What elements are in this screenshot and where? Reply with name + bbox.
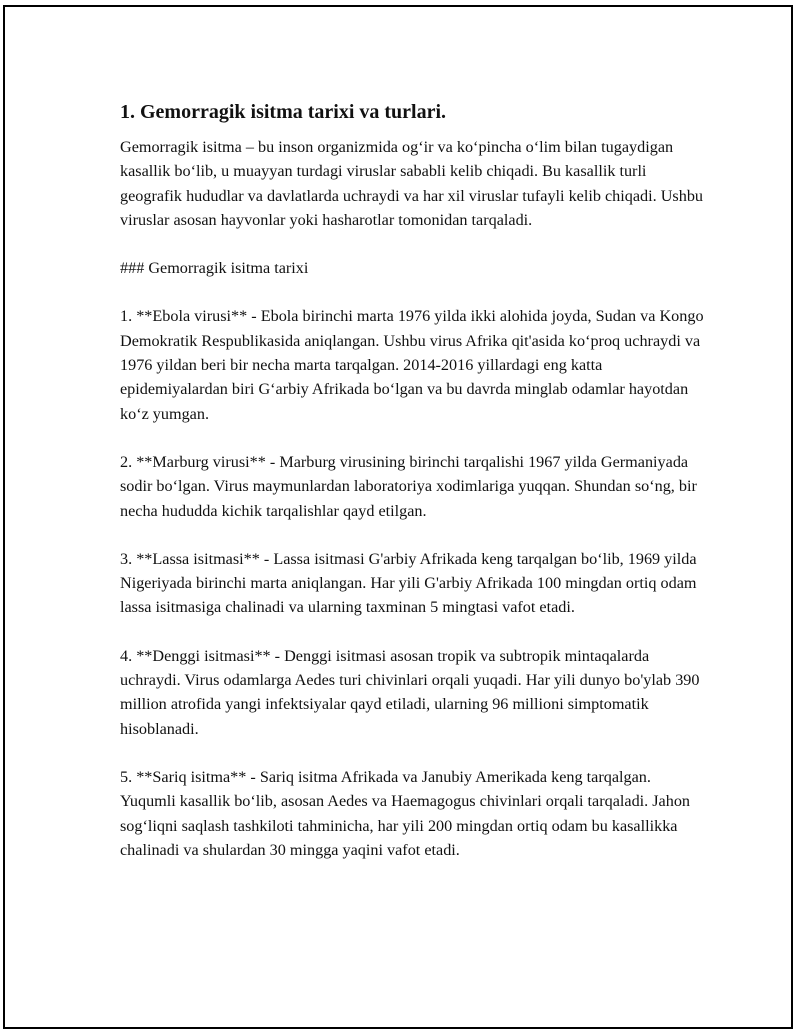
dengue-paragraph: 4. **Denggi isitmasi** - Denggi isitmasi asosan tropik va subtropik mintaqalarda uchraydi. Virus odamlarga Aedes turi chivinlari orqali yuqadi. Har yili dunyo bo'ylab 390 million atrofida yangi infektsiyalar qayd etiladi, ularning 96 millioni simptomatik hisoblanadi. <box>120 646 700 738</box>
ebola-paragraph: 1. **Ebola virusi** - Ebola birinchi marta 1976 yilda ikki alohida joyda, Sudan va Kongo Demokratik Respublikasida aniqlangan. Ushbu virus Afrika qit'asida ko‘proq uchraydi va 1976 yildan beri bir necha marta tarqalgan. 2014-2016 yillardagi eng katta epidemiyalardan biri G‘arbiy Afrikada bo‘lgan va bu davrda minglab odamlar hayotdan ko‘z yumgan. <box>120 307 704 423</box>
document-title: 1. Gemorragik isitma tarixi va turlari. <box>120 101 447 123</box>
marburg-paragraph: 2. **Marburg virusi** - Marburg virusining birinchi tarqalishi 1967 yilda Germaniyada sodir bo‘lgan. Virus maymunlardan laboratoriya xodimlariga yuqqan. Shundan so‘ng, bir necha hududda kichik tarqalishlar qayd etilgan. <box>120 452 697 520</box>
lassa-paragraph: 3. **Lassa isitmasi** - Lassa isitmasi G'arbiy Afrikada keng tarqalgan bo‘lib, 1969 yilda Nigeriyada birinchi marta aniqlangan. Har yili G'arbiy Afrikada 100 mingdan ortiq odam lassa isitmasiga chalinadi va ularning taxminan 5 mingtasi vafot etadi. <box>120 549 697 617</box>
section-heading-paragraph: ### Gemorragik isitma tarixi <box>120 259 309 278</box>
intro-paragraph: Gemorragik isitma – bu inson organizmida og‘ir va ko‘pincha o‘lim bilan tugaydigan kasallik bo‘lib, u muayyan turdagi viruslar sababli kelib chiqadi. Bu kasallik turli geografik hududlar va davlatlarda uchraydi va har xil viruslar tufayli kelib chiqadi. Ushbu viruslar asosan hayvonlar yoki hasharotlar tomonidan tarqaladi. <box>120 138 704 229</box>
document-body <box>120 99 710 886</box>
document-page <box>3 5 793 1029</box>
yellow-fever-paragraph: 5. **Sariq isitma** - Sariq isitma Afrikada va Janubiy Amerikada keng tarqalgan. Yuqumli kasallik bo‘lib, asosan Aedes va Haemagogus chivinlari orqali tarqaladi. Jahon sog‘liqni saqlash tashkiloti tahminicha, har yili 200 mingdan ortiq odam bu kasallikka chalinadi va shulardan 30 mingga yaqini vafot etadi. <box>120 767 691 859</box>
